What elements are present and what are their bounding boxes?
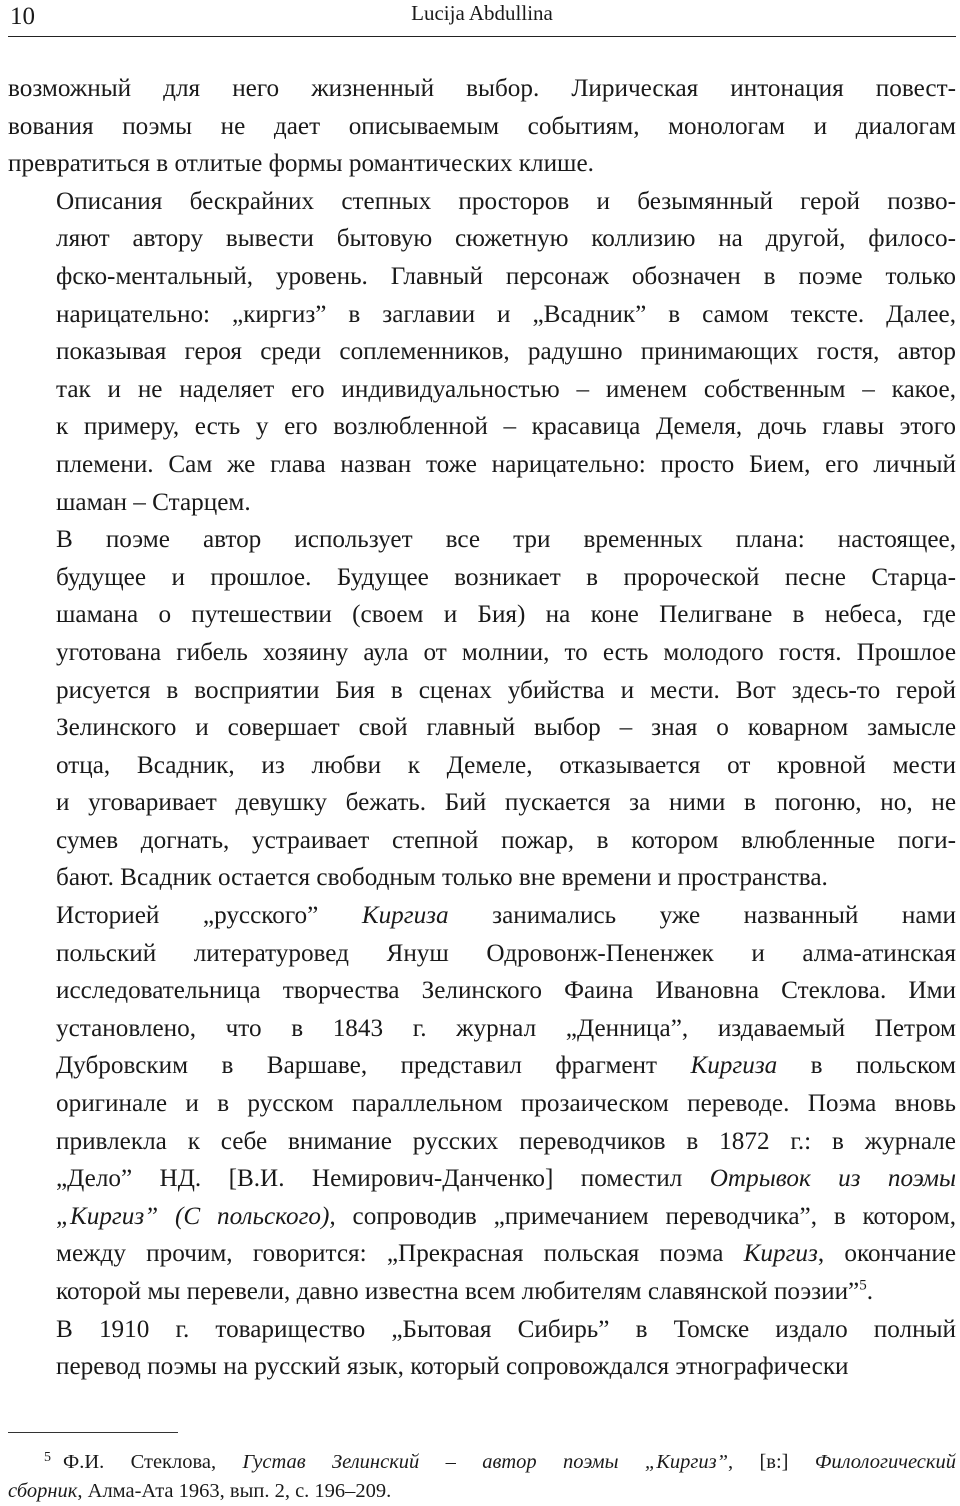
text-line: „Киргиз” (С польского), сопроводив „примечанием переводчика”, в котором, [56, 1202, 956, 1230]
text-line: уготована гибель хозяину аула от молнии, то есть молодого гостя. Прошлое [56, 638, 956, 666]
text-line: Дубровским в Варшаве, представил фрагмент Киргиза в польском [56, 1052, 956, 1080]
text-line: бают. Всадник остается свободным только вне времени и пространства. [56, 864, 828, 892]
text-line: показывая героя среди соплеменников, радушно принимающих гостя, автор [56, 338, 956, 366]
page-header [8, 0, 956, 37]
footnote-divider [8, 1432, 178, 1433]
text-line: Историей „русского” Киргиза занимались уже названный нами [56, 902, 956, 930]
footnote-line: сборник, Алма-Ата 1963, вып. 2, с. 196–209. [8, 1480, 392, 1502]
text-line: В поэме автор использует все три временных плана: настоящее, [56, 526, 956, 554]
text-line: В 1910 г. товарищество „Бытовая Сибирь” в Томске издало полный [56, 1315, 956, 1343]
text-line: шаман – Старцем. [56, 488, 251, 516]
italic-title: Киргиз [743, 1240, 818, 1268]
page-number: 10 [10, 3, 35, 30]
text-line: исследовательница творчества Зелинского Фаина Ивановна Стеклова. Ими [56, 977, 956, 1005]
text-line: Зелинского и совершает свой главный выбор – зная о коварном замысле [56, 714, 956, 742]
text-line: и уговаривает девушку бежать. Бий пускается за ними в погоню, но, не [56, 789, 956, 817]
italic-title: сборник [8, 1480, 78, 1502]
text-line: так и не наделяет его индивидуальностью – именем собственным – какое, [56, 375, 956, 403]
paragraph [8, 897, 956, 1311]
text-line: отца, Всадник, из любви к Демеле, отказывается от кровной мести [56, 751, 956, 779]
text-line: которой мы перевели, давно известна всем любителям славянской поэзии”$^5$. [56, 1277, 874, 1305]
italic-title: „Киргиз” (С польского), [56, 1202, 336, 1230]
paragraph [8, 521, 956, 897]
text-line: племени. Сам же глава назван тоже нарицательно: просто Бием, его личный [56, 450, 956, 478]
body-text [8, 70, 956, 1386]
italic-title: Филологический [814, 1451, 956, 1473]
text-line: возможный для него жизненный выбор. Лирическая интонация повест- [8, 75, 956, 102]
footnote-reference: 5 [859, 1277, 867, 1294]
running-head: Lucija Abdullina [411, 1, 553, 25]
text-line: оригинале и в русском параллельном прозаическом переводе. Поэма вновь [56, 1090, 956, 1118]
text-line: перевод поэмы на русский язык, который сопровождался этнографически [56, 1353, 849, 1381]
text-line: рисуется в восприятии Бия в сценах убийства и мести. Вот здесь-то герой [56, 676, 956, 704]
text-line: превратиться в отлитые формы романтических клише. [8, 150, 594, 178]
italic-title: Отрывок из поэмы [709, 1165, 956, 1193]
text-line: польский литературовед Януш Одровонж-Пененжек и алма-атинская [56, 939, 956, 967]
text-line: к примеру, есть у его возлюбленной – красавица Демеля, дочь главы этого [56, 413, 956, 441]
italic-title: Густав Зелинский – автор поэмы „Киргиз” [242, 1451, 728, 1473]
italic-title: Киргиза [690, 1052, 778, 1080]
paragraph [8, 70, 956, 183]
paragraph [8, 183, 956, 521]
text-line: „Дело” НД. [В.И. Немирович-Данченко] поместил Отрывок из поэмы [56, 1165, 956, 1193]
text-line: вования поэмы не дает описываемым событиям, монологам и диалогам [8, 112, 956, 140]
text-line: нарицательно: „киргиз” в заглавии и „Всадник” в самом тексте. Далее, [56, 300, 956, 328]
text-line: Описания бескрайних степных просторов и безымянный герой позво- [56, 187, 956, 215]
text-line: шамана о путешествии (своем и Бия) на коне Пелигване в небеса, где [56, 601, 956, 629]
text-line: установлено, что в 1843 г. журнал „Денница”, издаваемый Петром [56, 1014, 956, 1042]
text-line: сумев догнать, устраивает степной пожар, в котором влюбленные поги- [56, 826, 956, 854]
text-line: привлекла к себе внимание русских переводчиков в 1872 г.: в журнале [56, 1127, 956, 1155]
text-line: между прочим, говорится: „Прекрасная польская поэма Киргиз, окончание [56, 1240, 956, 1268]
text-line: будущее и прошлое. Будущее возникает в пророческой песне Старца- [56, 563, 956, 591]
paragraph [8, 1311, 956, 1386]
footnote [8, 1443, 956, 1506]
text-line: фско-ментальный, уровень. Главный персонаж обозначен в поэме только [56, 262, 956, 290]
text-line: ляют автору вывести бытовую сюжетную коллизию на другой, филосо- [56, 225, 956, 253]
footnote-line: $^5$ Ф.И. Стеклова, Густав Зелинский – автор поэмы „Киргиз”, [в:] Филологический [44, 1450, 956, 1473]
footnote-marker: 5 [44, 1450, 51, 1465]
italic-title: Киргиза [361, 902, 449, 930]
